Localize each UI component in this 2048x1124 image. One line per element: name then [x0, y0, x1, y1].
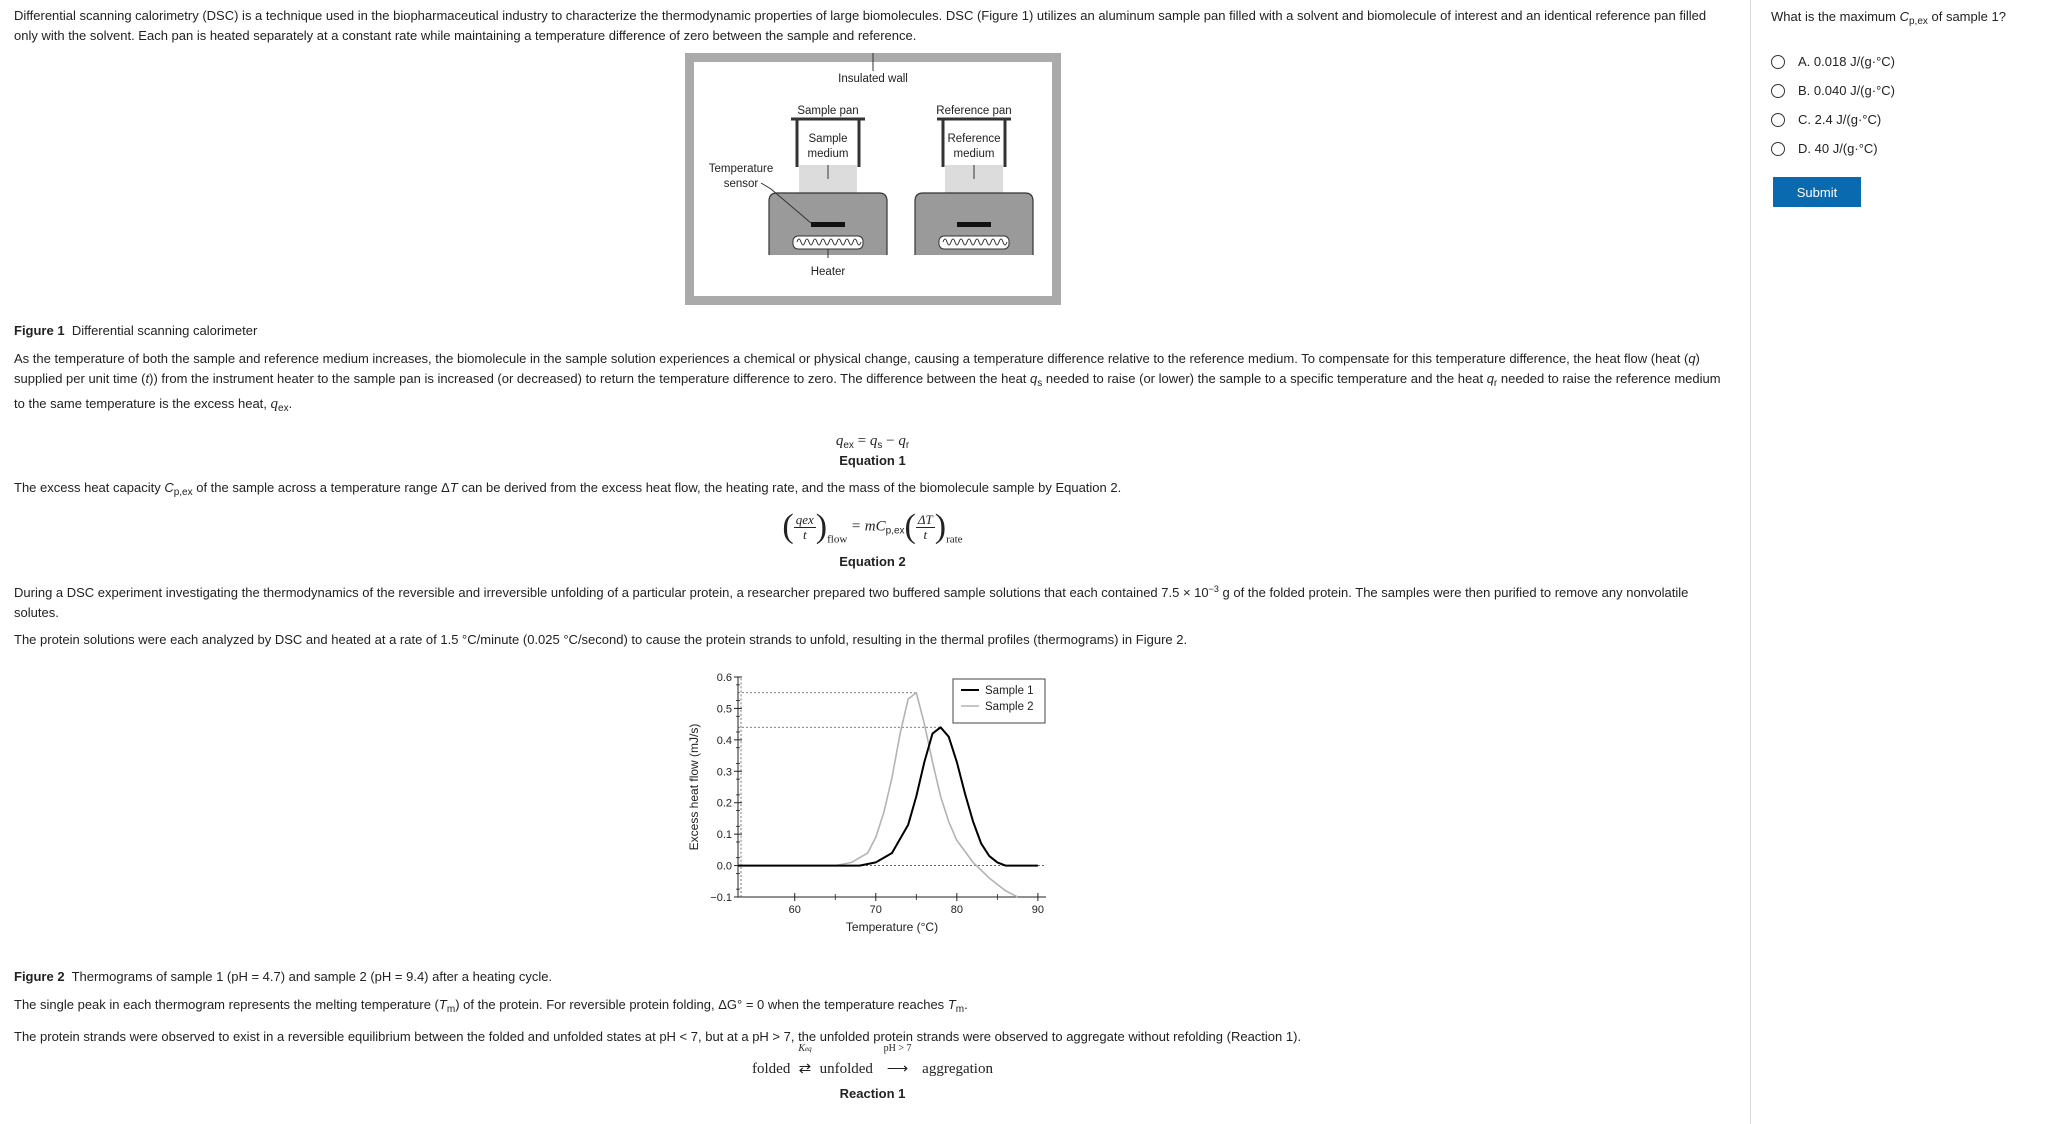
x-tick-label: 80 — [950, 904, 963, 916]
heating-paragraph: The protein solutions were each analyzed by DSC and heated at a rate of 1.5 °C/minute (0.025 °C/second) to cause the protein strands to unfold, resulting in the thermal profiles (thermograms) in Figure 2. — [14, 632, 1188, 647]
equation-2: ( $\frac{\text{qex}}{t}$ )$_{flow} = mC_{p,ex}$( $\frac{\Delta T}{t}$ )$_{rate}$ — [782, 508, 963, 546]
y-tick-label: 0.2 — [716, 797, 732, 810]
option-c[interactable]: C. 2.4 J/(g·°C) — [1771, 105, 2048, 134]
heat-flow-paragraph: As the temperature of both the sample and reference medium increases, the biomolecule in the sample solution experiences a chemical or physical change, causing a temperature difference relative to the reference medium. To compensate for this temperature difference, the heat flow (heat (q) supplied per unit time (t)) from the instrument heater to the sample pan is increased (or decreased) to return the temperature difference to zero. The difference between the heat $q_s$ needed to raise (or lower) the sample to a specific temperature and the heat $q_r$ needed to raise the reference medium to the same temperature is the excess heat, $q_{ex}$. — [14, 351, 1721, 414]
figure-2-caption-text: Thermograms of sample 1 (pH = 4.7) and sample 2 (pH = 9.4) after a heating cycle. — [71, 969, 553, 984]
y-tick-label: 0.0 — [716, 860, 732, 873]
equilibrium-paragraph: The protein strands were observed to exist in a reversible equilibrium between the folded and unfolded states at pH < 7, but at a pH > 7, the unfolded protein strands were observed to aggregate without refolding (Reaction 1). — [14, 1029, 1302, 1044]
equation-2-label: Equation 2 — [839, 554, 906, 569]
heat-capacity-paragraph: The excess heat capacity $C_{p,ex}$ of the sample across a temperature range ΔT can be derived from the excess heat flow, the heating rate, and the mass of the biomolecule sample by Equation 2. — [14, 480, 1122, 498]
y-tick-label: 0.5 — [716, 703, 732, 716]
reference-temperature-sensor — [957, 222, 991, 227]
x-tick-label: 60 — [788, 904, 801, 916]
legend-label-sample-2: Sample 2 — [985, 701, 1034, 713]
label-reference-pan: Reference pan — [935, 105, 1012, 117]
question-text: What is the maximum $C_{p,ex}$ of sample 1? — [1771, 9, 2006, 27]
label-heater: Heater — [810, 266, 845, 278]
option-a[interactable]: A. 0.018 J/(g·°C) — [1771, 47, 2048, 76]
figure-2-caption — [14, 967, 1731, 987]
figure-1-caption-label: Figure 1 — [14, 323, 65, 338]
equation-1: $q_{ex} = q_s - q_r$ — [835, 433, 910, 451]
figure-1-calorimeter-diagram — [685, 53, 1061, 305]
figure-1-caption — [14, 321, 1731, 341]
radio-icon[interactable] — [1771, 142, 1785, 156]
answer-options — [1771, 47, 2048, 163]
option-d[interactable]: D. 40 J/(g·°C) — [1771, 134, 2048, 163]
intro-paragraph: Differential scanning calorimetry (DSC) is a technique used in the biopharmaceutical industry to characterize the thermodynamic properties of large biomolecules. DSC (Figure 1) utilizes an aluminum sample pan filled with a solvent and biomolecule of interest and an identical reference pan filled only with the solvent. Each pan is heated separately at a constant rate while maintaining a temperature difference of zero between the sample and reference. — [14, 8, 1707, 43]
option-b[interactable]: B. 0.040 J/(g·°C) — [1771, 76, 2048, 105]
x-tick-label: 70 — [869, 904, 882, 916]
equation-1-label: Equation 1 — [839, 453, 906, 468]
sample-temperature-sensor — [811, 222, 845, 227]
radio-icon[interactable] — [1771, 113, 1785, 127]
figure-1-caption-text: Differential scanning calorimeter — [71, 323, 258, 338]
y-tick-label: −0.1 — [710, 892, 732, 904]
x-tick-label: 90 — [1031, 904, 1045, 916]
figure-2-caption-label: Figure 2 — [14, 969, 65, 984]
y-axis-label: Excess heat flow (mJ/s) — [687, 723, 701, 851]
radio-icon[interactable] — [1771, 55, 1785, 69]
submit-button[interactable]: Submit — [1773, 177, 1861, 207]
label-sample-pan: Sample pan — [796, 105, 859, 117]
experiment-paragraph: During a DSC experiment investigating the thermodynamics of the reversible and irreversible unfolding of a particular protein, a researcher prepared two buffered sample solutions that each contained $7.5 \times 10^{-3}$ g of the folded protein. The samples were then purified to remove any nonvolatile solutes. — [14, 584, 1689, 620]
label-reference-medium-2: medium — [953, 148, 994, 160]
label-reference-medium-1: Reference — [946, 133, 1001, 145]
label-sample-medium-2: medium — [807, 148, 848, 160]
melting-temperature-paragraph: The single peak in each thermogram represents the melting temperature $(T_m)$ of the protein. For reversible protein folding, ΔG° = 0 when the temperature reaches $T_m$. — [14, 997, 968, 1015]
reaction-1-label: Reaction 1 — [839, 1086, 906, 1101]
x-axis-label: Temperature (°C) — [845, 920, 939, 934]
label-temperature-sensor-2: sensor — [723, 178, 758, 190]
figure-2-thermogram-chart — [686, 657, 1076, 967]
radio-icon[interactable] — [1771, 84, 1785, 98]
reaction-1: folded Keq ⇄ unfolded pH > 7 ⟶ aggregation — [752, 1043, 993, 1077]
y-tick-label: 0.4 — [716, 734, 732, 747]
label-insulated-wall: Insulated wall — [837, 73, 908, 85]
label-sample-medium-1: Sample — [808, 133, 847, 145]
label-temperature-sensor-1: Temperature — [708, 163, 773, 175]
question-panel — [1751, 0, 2048, 1124]
y-tick-label: 0.6 — [716, 672, 732, 684]
y-tick-label: 0.3 — [716, 766, 732, 779]
y-tick-label: 0.1 — [716, 829, 732, 842]
legend-label-sample-1: Sample 1 — [985, 685, 1034, 697]
